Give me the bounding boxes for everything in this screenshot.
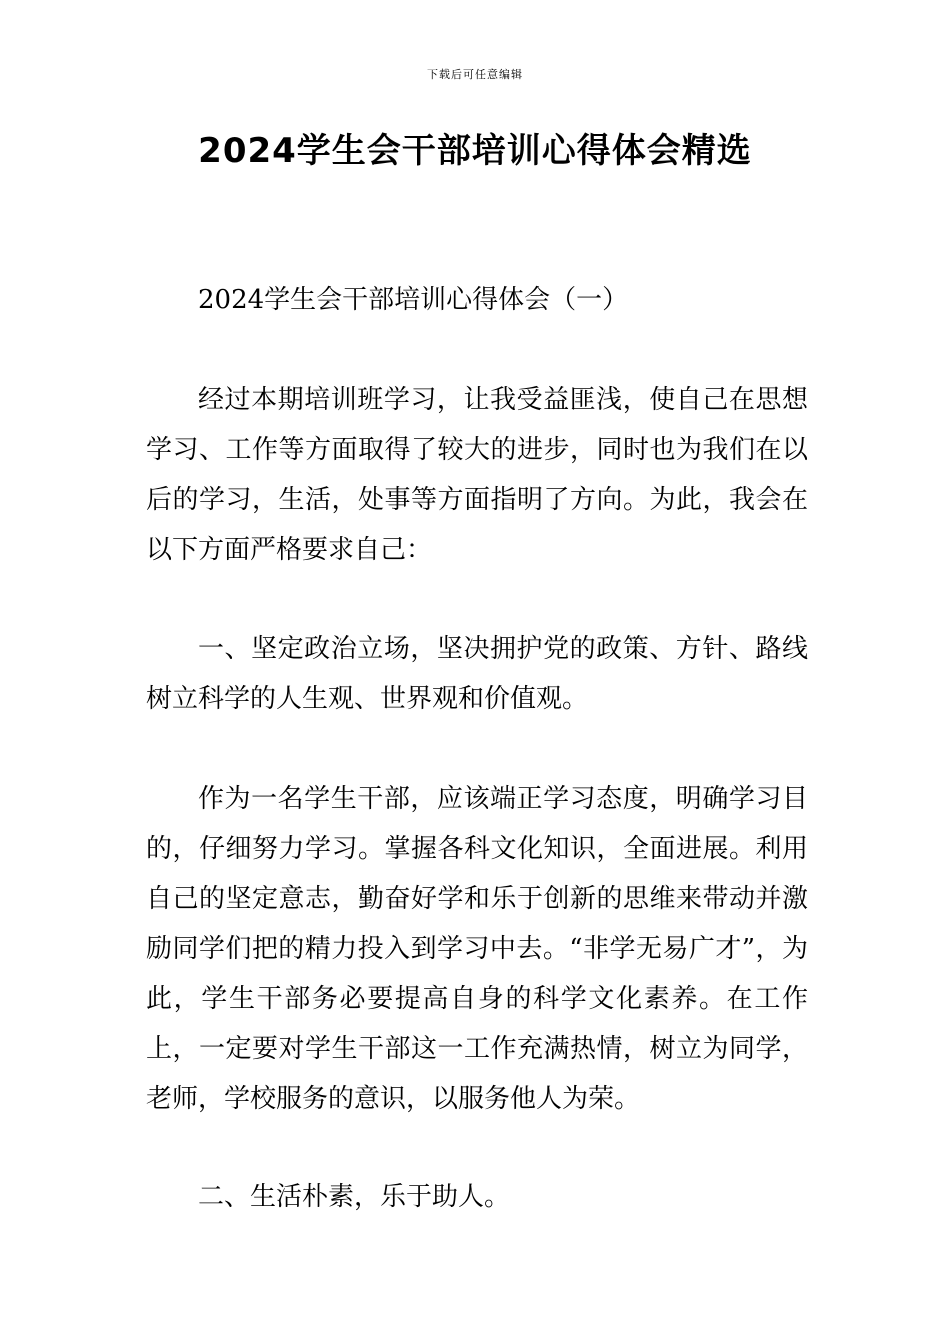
- document-title: 2024学生会干部培训心得体会精选: [198, 131, 752, 171]
- paragraph-point-1: 一、坚定政治立场，坚决拥护党的政策、方针、路线树立科学的人生观、世界观和价值观。: [146, 634, 808, 714]
- header-note: 下载后可任意编辑: [427, 68, 523, 81]
- paragraph-point-1-detail: 作为一名学生干部，应该端正学习态度，明确学习目的，仔细努力学习。掌握各科文化知识，全面进展。利用自己的坚定意志，勤奋好学和乐于创新的思维来带动并激励同学们把的精力投入到学习中去。“非学无易广才”，为此，学生干部务必要提高自身的科学文化素养。在工作上，一定要对学生干部这一工作充满热情，树立为同学，老师，学校服务的意识，以服务他人为荣。: [146, 784, 808, 1114]
- section-heading-1: 2024学生会干部培训心得体会（一）: [198, 285, 629, 315]
- paragraph-intro: 经过本期培训班学习，让我受益匪浅，使自己在思想学习、工作等方面取得了较大的进步，同时也为我们在以后的学习，生活，处事等方面指明了方向。为此，我会在以下方面严格要求自己：: [146, 385, 808, 565]
- paragraph-point-2: 二、生活朴素，乐于助人。: [198, 1182, 511, 1212]
